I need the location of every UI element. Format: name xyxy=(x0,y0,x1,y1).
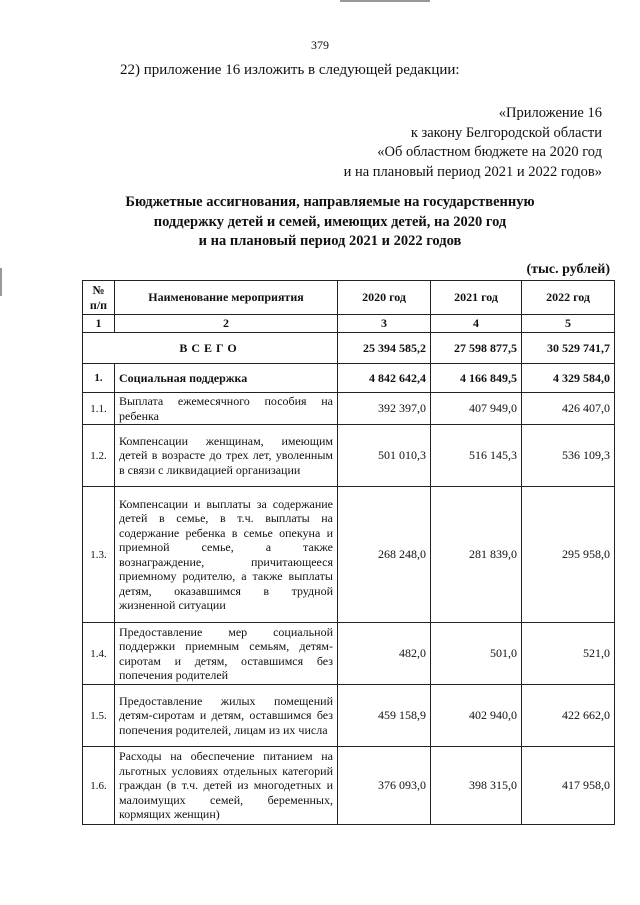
row-name: Предоставление жилых помещений детям-сиротам и детям, оставшимся без попечения родителей, лицам из их числа xyxy=(115,685,338,747)
appendix-line: «Приложение 16 xyxy=(498,105,602,121)
row-value-2020: 376 093,0 xyxy=(338,747,431,825)
table-row xyxy=(83,487,615,623)
column-number: 5 xyxy=(522,315,615,333)
table-row xyxy=(83,393,615,425)
appendix-line: к закону Белгородской области xyxy=(410,124,602,141)
row-value-2020: 459 158,9 xyxy=(338,685,431,747)
row-name: Компенсации и выплаты за содержание детей в семье, в т.ч. выплаты на содержание ребенка в семье опекуна и приемной семье, а также вознаграждение, причитающееся приемному родителю, а также выплаты детям, оказавшимся в трудной жизненной ситуации xyxy=(115,487,338,623)
column-number: 2 xyxy=(115,315,338,333)
title-line: и на плановый период 2021 и 2022 годов xyxy=(198,233,462,249)
total-2021: 27 598 877,5 xyxy=(431,333,522,364)
total-row xyxy=(83,333,615,364)
row-value-2022: 417 958,0 xyxy=(522,747,615,825)
column-number: 3 xyxy=(338,315,431,333)
section-2022: 4 329 584,0 xyxy=(522,364,615,393)
row-value-2022: 422 662,0 xyxy=(522,685,615,747)
row-number: 1.4. xyxy=(83,623,115,685)
scan-mark-top xyxy=(340,0,430,2)
row-value-2021: 398 315,0 xyxy=(431,747,522,825)
total-2020: 25 394 585,2 xyxy=(338,333,431,364)
total-2022: 30 529 741,7 xyxy=(522,333,615,364)
row-value-2020: 482,0 xyxy=(338,623,431,685)
table-row xyxy=(83,685,615,747)
row-value-2021: 516 145,3 xyxy=(431,425,522,487)
row-value-2022: 536 109,3 xyxy=(522,425,615,487)
row-value-2021: 501,0 xyxy=(431,623,522,685)
row-number: 1.3. xyxy=(83,487,115,623)
budget-table xyxy=(82,280,615,825)
header-number: № п/п xyxy=(83,281,115,315)
row-name: Выплата ежемесячного пособия на ребенка xyxy=(115,393,338,425)
row-number: 1.6. xyxy=(83,747,115,825)
row-name: Расходы на обеспечение питанием на льготных условиях отдельных категорий граждан (в т.ч. детей из многодетных и малоимущих семей, беременных, кормящих женщин) xyxy=(115,747,338,825)
row-value-2020: 501 010,3 xyxy=(338,425,431,487)
column-number: 4 xyxy=(431,315,522,333)
intro-text: 22) приложение 16 изложить в следующей редакции: xyxy=(120,62,460,78)
row-name: Предоставление мер социальной поддержки приемным семьям, детям-сиротам и детям, оставшимся без попечения родителей xyxy=(115,623,338,685)
total-label: ВСЕГО xyxy=(83,333,338,364)
section-row xyxy=(83,364,615,393)
row-value-2021: 407 949,0 xyxy=(431,393,522,425)
document-title xyxy=(60,193,600,252)
row-name: Компенсации женщинам, имеющим детей в возрасте до трех лет, уволенным в связи с ликвидацией организации xyxy=(115,425,338,487)
row-number: 1.2. xyxy=(83,425,115,487)
table-row xyxy=(83,425,615,487)
row-value-2021: 281 839,0 xyxy=(431,487,522,623)
page-number: 379 xyxy=(311,38,329,52)
table-row xyxy=(83,747,615,825)
row-value-2022: 426 407,0 xyxy=(522,393,615,425)
section-name: Социальная поддержка xyxy=(115,364,338,393)
column-numbers-row xyxy=(83,315,615,333)
header-name: Наименование мероприятия xyxy=(115,281,338,315)
header-2021: 2021 год xyxy=(431,281,522,315)
table-row xyxy=(83,623,615,685)
header-2022: 2022 год xyxy=(522,281,615,315)
title-line: Бюджетные ассигнования, направляемые на государственную xyxy=(125,194,535,210)
row-value-2020: 392 397,0 xyxy=(338,393,431,425)
section-2021: 4 166 849,5 xyxy=(431,364,522,393)
units-label: (тыс. рублей) xyxy=(526,262,610,277)
section-2020: 4 842 642,4 xyxy=(338,364,431,393)
column-number: 1 xyxy=(83,315,115,333)
row-number: 1.1. xyxy=(83,393,115,425)
row-value-2022: 521,0 xyxy=(522,623,615,685)
appendix-line: и на плановый период 2021 и 2022 годов» xyxy=(343,163,602,180)
section-number: 1. xyxy=(83,364,115,393)
appendix-line: «Об областном бюджете на 2020 год xyxy=(377,144,602,160)
table-header-row xyxy=(83,281,615,315)
row-value-2022: 295 958,0 xyxy=(522,487,615,623)
scan-mark-left xyxy=(0,268,2,296)
title-line: поддержку детей и семей, имеющих детей, на 2020 год xyxy=(153,213,507,230)
appendix-reference xyxy=(344,104,602,182)
row-number: 1.5. xyxy=(83,685,115,747)
header-2020: 2020 год xyxy=(338,281,431,315)
row-value-2021: 402 940,0 xyxy=(431,685,522,747)
row-value-2020: 268 248,0 xyxy=(338,487,431,623)
